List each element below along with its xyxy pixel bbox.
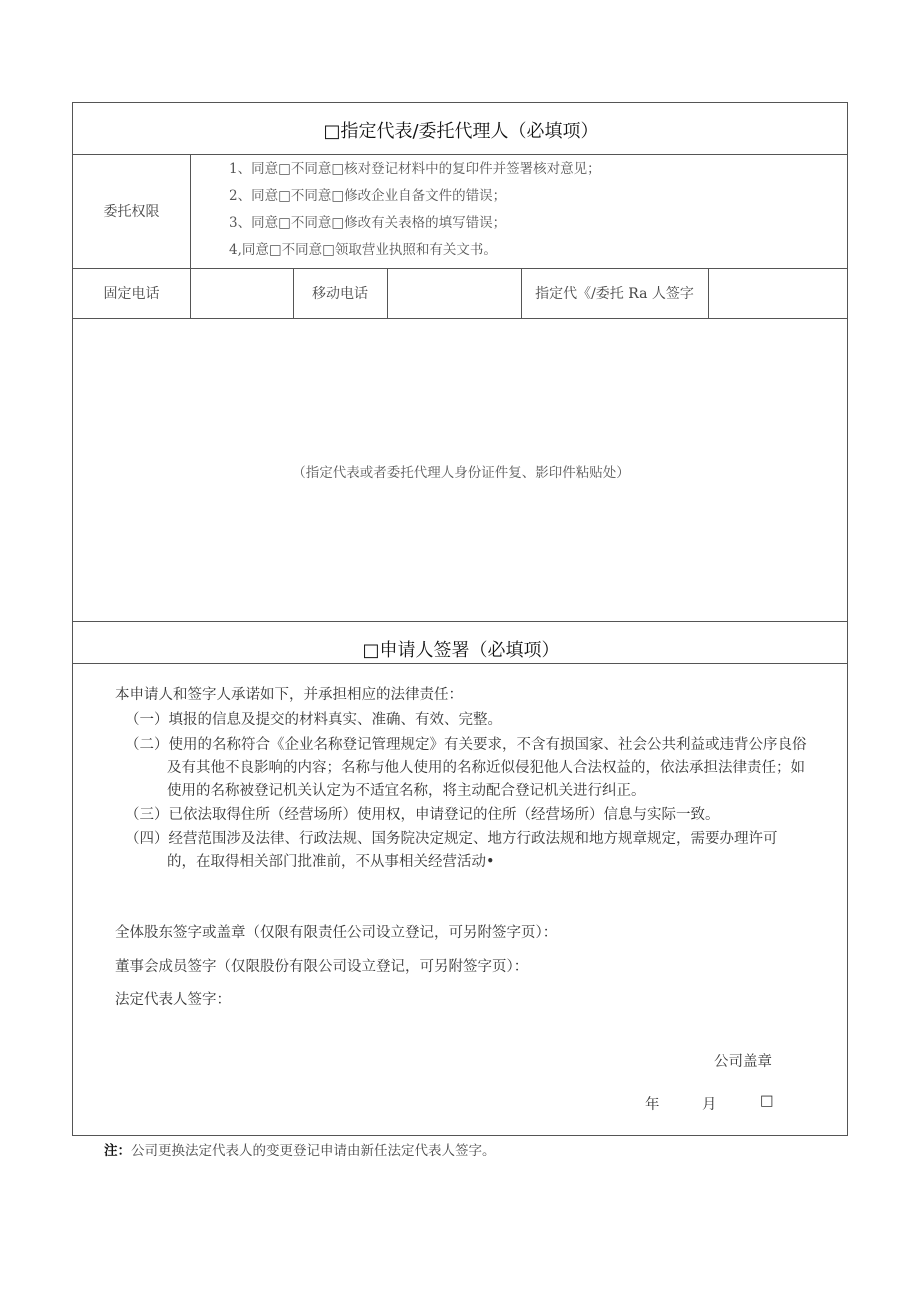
id-paste-area: （指定代表或者委托代理人身份证件复、影印件粘贴处）	[292, 465, 630, 481]
registration-form	[72, 102, 848, 1136]
footnote	[104, 1139, 496, 1159]
pledge-line: 使用的名称被登记机关认定为不适宜名称，将主动配合登记机关进行纠正。	[167, 783, 646, 799]
scope-label: 委托权限	[103, 204, 160, 220]
divider	[190, 154, 191, 318]
permission-item: 3、同意□不同意□修改有关表格的填写错误；	[229, 215, 507, 231]
section-title-applicant: □申请人签署（必填项）	[362, 640, 560, 661]
date-day: □	[760, 1093, 774, 1109]
footnote-prefix: 注：	[104, 1143, 131, 1159]
footnote-text: 公司更换法定代表人的变更登记申请由新任法定代表人签字。	[131, 1143, 496, 1159]
pledge-line: （四）经营范围涉及法律、行政法规、国务院决定规定、地方行政法规和地方规章规定，需要办理许可	[125, 831, 778, 847]
permission-item: 4,同意□不同意□领取营业执照和有关文书。	[229, 242, 497, 258]
pledge-line: 及有其他不良影响的内容；名称与他人使用的名称近似侵犯他人合法权益的，依法承担法律责任；如	[167, 760, 805, 776]
date-year: 年	[645, 1097, 660, 1113]
pledge-line: （三）已依法取得住所（经营场所）使用权，申请登记的住所（经营场所）信息与实际一致。	[125, 807, 720, 823]
legal-rep-signature-label: 法定代表人签字：	[115, 992, 231, 1008]
agent-signature-label: 指定代《/委托 Ra 人签字	[535, 286, 694, 302]
divider	[708, 268, 709, 318]
divider	[73, 318, 847, 319]
shareholders-signature-label: 全体股东签字或盖章（仅限有限责任公司设立登记，可另附签字页）：	[115, 925, 558, 941]
pledge-line: （一）填报的信息及提交的材料真实、准确、有效、完整。	[125, 712, 502, 728]
company-seal-label: 公司盖章	[714, 1054, 772, 1070]
permission-item: 1、同意□不同意□核对登记材料中的复印件并签署核对意见；	[229, 161, 601, 177]
pledge-intro: 本申请人和签字人承诺如下，并承担相应的法律责任：	[115, 687, 463, 703]
section-title-agent: □指定代表/委托代理人（必填项）	[323, 121, 599, 142]
permission-item: 2、同意□不同意□修改企业自备文件的错误；	[229, 188, 507, 204]
pledge-line: 的，在取得相关部门批准前，不从事相关经营活动•	[167, 854, 495, 870]
date-month: 月	[702, 1097, 717, 1113]
divider	[73, 621, 847, 622]
board-signature-label: 董事会成员签字（仅限股份有限公司设立登记，可另附签字页）：	[115, 959, 529, 975]
mobile-phone-label: 移动电话	[312, 286, 368, 302]
pledge-line: （二）使用的名称符合《企业名称登记管理规定》有关要求，不含有损国家、社会公共利益或违背公序良俗	[125, 737, 807, 753]
divider	[387, 268, 388, 318]
fixed-phone-label: 固定电话	[103, 286, 160, 302]
divider	[73, 663, 847, 664]
